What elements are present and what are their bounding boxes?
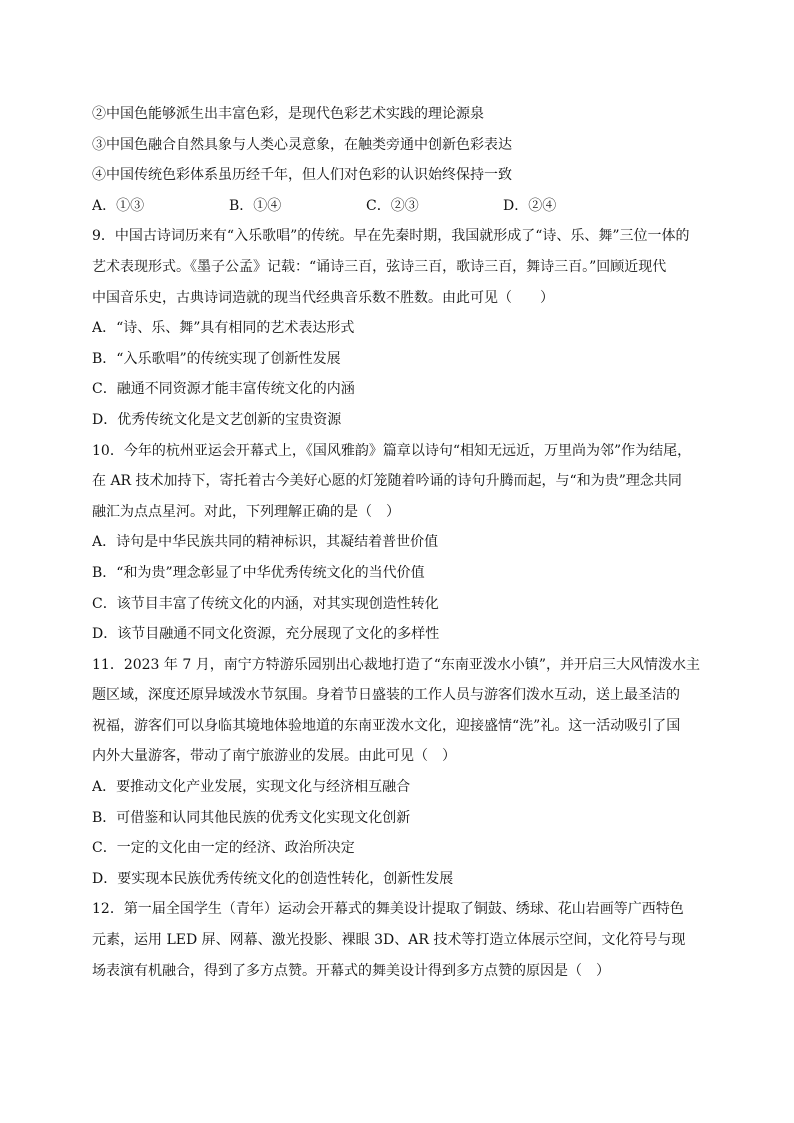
- question-11-option-a: A．要推动文化产业发展，实现文化与经济相互融合: [92, 779, 411, 796]
- statement-4: ④中国传统色彩体系虽历经千年，但人们对色彩的认识始终保持一致: [92, 167, 512, 184]
- question-8-statements: [92, 99, 704, 191]
- question-10-stem-line: 10．今年的杭州亚运会开幕式上，《国风雅韵》篇章以诗句“相知无远近，万里尚为邻”作为结尾，: [92, 442, 692, 459]
- question-11-stem-line: 题区域，深度还原异域泼水节氛围。身着节日盛装的工作人员与游客们泼水互动，送上最圣洁的: [92, 687, 680, 704]
- question-11-option-d: D．要实现本民族优秀传统文化的创造性转化，创新性发展: [92, 870, 454, 887]
- question-9-stem-line: 艺术表现形式。《墨子公孟》记载：“诵诗三百，弦诗三百，歌诗三百，舞诗三百。”回顾近现代: [92, 258, 667, 275]
- question-10-option-a: A．诗句是中华民族共同的精神标识，其凝结着普世价值: [92, 534, 439, 551]
- question-9-option-d: D．优秀传统文化是文艺创新的宝贵资源: [92, 411, 342, 428]
- question-10-option-c: C．该节目丰富了传统文化的内涵，对其实现创造性转化: [92, 595, 439, 612]
- statement-2: ②中国色能够派生出丰富色彩，是现代色彩艺术实践的理论源泉: [92, 106, 484, 122]
- question-11-stem-line: 11．2023 年 7 月，南宁方特游乐园别出心裁地打造了“东南亚泼水小镇”，并开启三大风情泼水主: [92, 656, 701, 673]
- option-a: A．①③: [92, 197, 145, 214]
- question-12-stem-line: 12．第一届全国学生（青年）运动会开幕式的舞美设计提取了铜鼓、绣球、花山岩画等广西特色: [92, 901, 684, 918]
- question-9-option-b: B．“入乐歌唱”的传统实现了创新性发展: [92, 350, 341, 367]
- question-10-option-d: D．该节目融通不同文化资源，充分展现了文化的多样性: [92, 626, 440, 643]
- question-9-option-a: A．“诗、乐、舞”具有相同的艺术表达形式: [92, 320, 355, 337]
- option-c: C．②③: [366, 197, 419, 214]
- question-12-stem-line: 元素，运用 LED 屏、网幕、激光投影、裸眼 3D、AR 技术等打造立体展示空间，文化符号与现: [92, 932, 686, 949]
- question-11-stem-line: 内外大量游客，带动了南宁旅游业的发展。由此可见（ ）: [92, 748, 456, 765]
- question-11: [92, 650, 704, 895]
- question-9: [92, 221, 704, 435]
- question-11-stem-line: 祝福，游客们可以身临其境地体验地道的东南亚泼水文化，迎接盛情“洗”礼。这一活动吸引了国: [92, 717, 681, 734]
- option-b: B．①④: [229, 197, 282, 214]
- question-10-option-b: B．“和为贵”理念彰显了中华优秀传统文化的当代价值: [92, 564, 425, 581]
- question-12: [92, 894, 704, 986]
- question-11-option-c: C．一定的文化由一定的经济、政治所决定: [92, 840, 355, 857]
- question-9-stem-line: 9．中国古诗词历来有“入乐歌唱”的传统。早在先秦时期，我国就形成了“诗、乐、舞”三位一体的: [92, 228, 690, 245]
- question-9-option-c: C．融通不同资源才能丰富传统文化的内涵: [92, 381, 355, 398]
- option-d: D．②④: [503, 197, 557, 214]
- page-content: [92, 99, 704, 986]
- question-10-stem-line: 在 AR 技术加持下，寄托着古今美好心愿的灯笼随着吟诵的诗句升腾而起，与“和为贵”理念共同: [92, 473, 682, 490]
- question-10-stem-line: 融汇为点点星河。对此，下列理解正确的是（ ）: [92, 503, 400, 520]
- question-11-option-b: B．可借鉴和认同其他民族的优秀文化实现文化创新: [92, 809, 411, 826]
- statement-3: ③中国色融合自然具象与人类心灵意象，在触类旁通中创新色彩表达: [92, 136, 512, 153]
- question-9-stem-line: 中国音乐史，古典诗词造就的现当代经典音乐数不胜数。由此可见（ ）: [92, 289, 554, 306]
- question-10: [92, 436, 704, 650]
- question-8-options: [92, 191, 704, 222]
- question-12-stem-line: 场表演有机融合，得到了多方点赞。开幕式的舞美设计得到多方点赞的原因是（ ）: [92, 962, 610, 979]
